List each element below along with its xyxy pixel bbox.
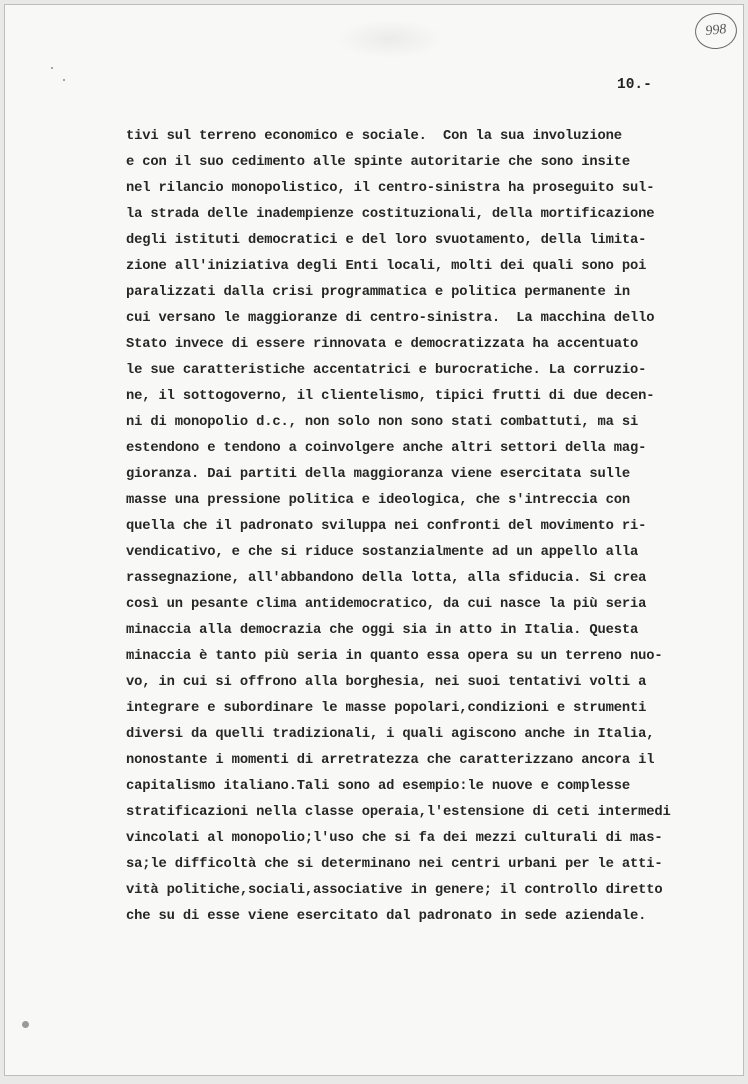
text-line: degli istituti democratici e del loro svuotamento, della limita- [126, 233, 647, 248]
text-line: zione all'iniziativa degli Enti locali, molti dei quali sono poi [126, 259, 647, 274]
text-line: estendono e tendono a coinvolgere anche altri settori della mag- [126, 441, 647, 456]
text-line: ne, il sottogoverno, il clientelismo, tipici frutti di due decen- [126, 389, 655, 404]
paper-speck [63, 79, 65, 81]
text-line: quella che il padronato sviluppa nei confronti del movimento ri- [126, 519, 647, 534]
paper-speck [51, 67, 53, 69]
text-line: così un pesante clima antidemocratico, da cui nasce la più seria [126, 597, 647, 612]
text-line: che su di esse viene esercitato dal padronato in sede aziendale. [126, 909, 647, 924]
archive-number-stamp: 998 [693, 11, 739, 51]
text-line: vendicativo, e che si riduce sostanzialmente ad un appello alla [126, 545, 639, 560]
text-line: stratificazioni nella classe operaia,l'estensione di ceti intermedi [126, 805, 671, 820]
text-line: diversi da quelli tradizionali, i quali agiscono anche in Italia, [126, 727, 655, 742]
text-line: vità politiche,sociali,associative in genere; il controllo diretto [126, 883, 663, 898]
text-line: nel rilancio monopolistico, il centro-sinistra ha proseguito sul- [126, 181, 655, 196]
text-line: minaccia è tanto più seria in quanto essa opera su un terreno nuo- [126, 649, 663, 664]
text-line: la strada delle inadempienze costituzionali, della mortificazione [126, 207, 655, 222]
text-line: gioranza. Dai partiti della maggioranza viene esercitata sulle [126, 467, 631, 482]
text-line: rassegnazione, all'abbandono della lotta, alla sfiducia. Si crea [126, 571, 647, 586]
text-line: cui versano le maggioranze di centro-sinistra. La macchina dello [126, 311, 655, 326]
text-line: le sue caratteristiche accentatrici e burocratiche. La corruzio- [126, 363, 647, 378]
page-number: 10.- [617, 77, 652, 93]
text-line: tivi sul terreno economico e sociale. Con la sua involuzione [126, 129, 622, 144]
text-line: ni di monopolio d.c., non solo non sono stati combattuti, ma si [126, 415, 639, 430]
text-line: minaccia alla democrazia che oggi sia in atto in Italia. Questa [126, 623, 639, 638]
paper-smudge [335, 19, 445, 59]
body-text [126, 124, 671, 930]
text-line: vo, in cui si offrono alla borghesia, nei suoi tentativi volti a [126, 675, 647, 690]
text-line: paralizzati dalla crisi programmatica e politica permanente in [126, 285, 631, 300]
text-line: e con il suo cedimento alle spinte autoritarie che sono insite [126, 155, 631, 170]
document-page [4, 4, 744, 1076]
text-line: vincolati al monopolio;l'uso che si fa dei mezzi culturali di mas- [126, 831, 663, 846]
text-line: integrare e subordinare le masse popolari,condizioni e strumenti [126, 701, 647, 716]
text-line: Stato invece di essere rinnovata e democratizzata ha accentuato [126, 337, 639, 352]
text-line: sa;le difficoltà che si determinano nei centri urbani per le atti- [126, 857, 663, 872]
text-line: masse una pressione politica e ideologica, che s'intreccia con [126, 493, 631, 508]
text-line: capitalismo italiano.Tali sono ad esempio:le nuove e complesse [126, 779, 631, 794]
paper-speck [22, 1021, 29, 1028]
text-line: nonostante i momenti di arretratezza che caratterizzano ancora il [126, 753, 655, 768]
